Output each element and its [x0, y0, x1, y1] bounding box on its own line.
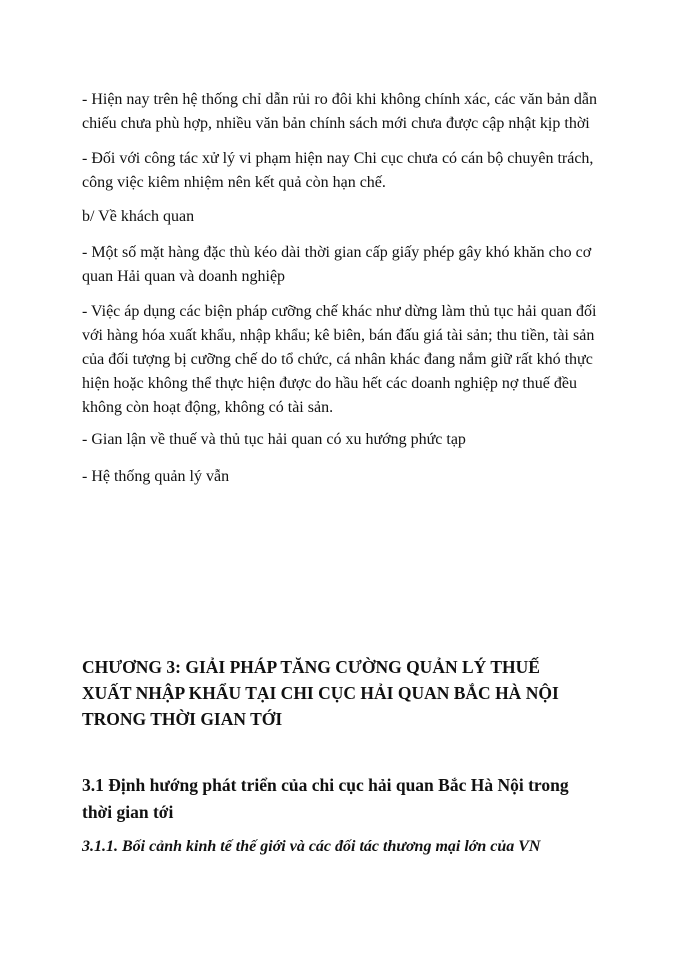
paragraph-tax-fraud	[82, 428, 612, 452]
paragraph-line: - Một số mặt hàng đặc thù kéo dài thời gian cấp giấy phép gây khó khăn cho cơ	[82, 244, 592, 261]
section-heading-line: thời gian tới	[82, 802, 174, 822]
paragraph-risk-system	[82, 88, 612, 136]
paragraph-licensing	[82, 241, 612, 289]
section-heading	[82, 772, 622, 826]
paragraph-objective-heading	[82, 205, 612, 229]
paragraph-violation-handling	[82, 147, 612, 195]
paragraph-management-system	[82, 465, 612, 489]
section-heading-line: 3.1 Định hướng phát triển của chi cục hải quan Bắc Hà Nội trong	[82, 775, 569, 795]
paragraph-line: với hàng hóa xuất khẩu, nhập khẩu; kê biên, bán đấu giá tài sản; thu tiền, tài sản	[82, 327, 595, 344]
paragraph-line: - Việc áp dụng các biện pháp cưỡng chế khác như dừng làm thủ tục hải quan đối	[82, 303, 597, 320]
chapter-title-line: XUẤT NHẬP KHẨU TẠI CHI CỤC HẢI QUAN BẮC HÀ NỘI	[82, 683, 559, 703]
paragraph-line: công việc kiêm nhiệm nên kết quả còn hạn chế.	[82, 174, 386, 191]
subsection-heading: 3.1.1. Bối cảnh kinh tế thế giới và các đối tác thương mại lớn của VN	[82, 838, 541, 855]
chapter-title-line: CHƯƠNG 3: GIẢI PHÁP TĂNG CƯỜNG QUẢN LÝ THUẾ	[82, 657, 540, 677]
paragraph-line: - Hiện nay trên hệ thống chỉ dẫn rủi ro đôi khi không chính xác, các văn bản dẫn	[82, 91, 597, 108]
paragraph-line: - Gian lận về thuế và thủ tục hải quan có xu hướng phức tạp	[82, 431, 466, 448]
chapter-title	[82, 654, 622, 732]
paragraph-line: b/ Về khách quan	[82, 208, 195, 225]
paragraph-line: - Đối với công tác xử lý vi phạm hiện nay Chi cục chưa có cán bộ chuyên trách,	[82, 150, 594, 167]
paragraph-line: quan Hải quan và doanh nghiệp	[82, 268, 286, 285]
paragraph-line: không còn hoạt động, không có tài sản.	[82, 399, 334, 416]
paragraph-line: - Hệ thống quản lý vẫn	[82, 468, 230, 485]
paragraph-line: hiện hoặc không thể thực hiện được do hầu hết các doanh nghiệp nợ thuế đều	[82, 375, 578, 392]
chapter-title-line: TRONG THỜI GIAN TỚI	[82, 709, 283, 729]
paragraph-line: chiếu chưa phù hợp, nhiều văn bản chính sách mới chưa được cập nhật kịp thời	[82, 115, 590, 132]
paragraph-enforcement	[82, 300, 612, 420]
paragraph-line: của đối tượng bị cưỡng chế do tổ chức, cá nhân khác đang nắm giữ rất khó thực	[82, 351, 593, 368]
